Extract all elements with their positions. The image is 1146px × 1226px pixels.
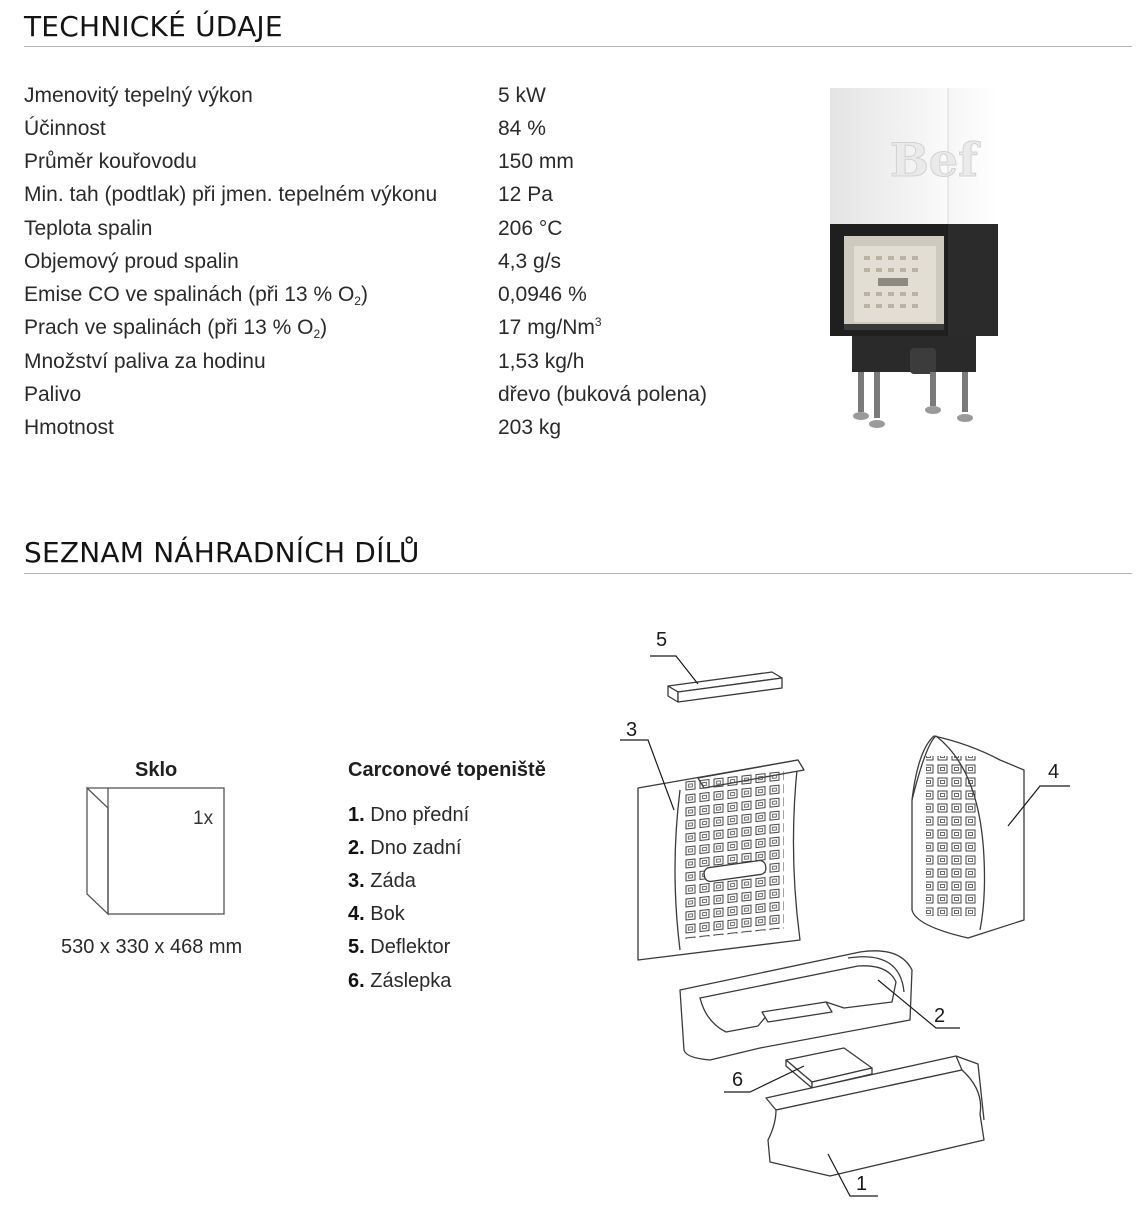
spec-label: Min. tah (podtlak) při jmen. tepelném výkonu (24, 183, 438, 206)
callout-6: 6 (732, 1069, 744, 1091)
spec-value: 203 kg (498, 416, 562, 439)
part-item: 3. Záda (348, 870, 416, 892)
callout-leader-5 (650, 656, 698, 684)
spec-value: 206 °C (498, 217, 563, 240)
product-logo: Bef (890, 133, 978, 187)
spec-value: 4,3 g/s (498, 250, 562, 273)
part-rear-bottom (680, 951, 912, 1060)
spec-row (24, 278, 724, 311)
part-item: 1. Dno přední (348, 804, 470, 826)
spec-row (24, 112, 724, 145)
glass-diagram (86, 786, 226, 918)
spec-label: Hmotnost (24, 416, 114, 439)
spec-row (24, 178, 724, 211)
spec-label: Objemový proud spalin (24, 250, 239, 273)
spec-row (24, 311, 724, 344)
spec-value: 0,0946 % (498, 283, 587, 306)
spec-label: Průměr kouřovodu (24, 150, 197, 173)
spec-value: 84 % (498, 117, 546, 140)
glass-dimensions: 530 x 330 x 468 mm (61, 936, 243, 958)
spec-label: Jmenovitý tepelný výkon (24, 84, 253, 107)
glass-title: Sklo (135, 759, 178, 781)
parts-heading: SEZNAM NÁHRADNÍCH DÍLŮ (24, 536, 420, 569)
part-item: 6. Záslepka (348, 970, 452, 992)
fireplace-product-image (830, 86, 1010, 441)
part-back (638, 760, 804, 960)
spec-row (24, 212, 724, 245)
exploded-parts-diagram (600, 620, 1100, 1210)
spec-label: Teplota spalin (24, 217, 153, 240)
spec-label: Emise CO ve spalinách (při 13 % $O_2$) (24, 283, 368, 308)
part-side (912, 736, 1024, 938)
spec-row (24, 245, 724, 278)
part-item: 4. Bok (348, 903, 405, 925)
spec-label: Množství paliva za hodinu (24, 350, 266, 373)
spec-row (24, 145, 724, 178)
spec-value: dřevo (buková polena) (498, 383, 707, 406)
spec-row (24, 79, 724, 112)
parts-heading-rule (24, 573, 1132, 574)
spec-value: 150 mm (498, 150, 574, 173)
callout-4: 4 (1048, 761, 1060, 783)
part-item: 2. Dno zadní (348, 837, 462, 859)
callout-2: 2 (934, 1005, 946, 1027)
spec-label: Palivo (24, 383, 82, 406)
spec-row (24, 378, 724, 411)
callout-3: 3 (626, 719, 638, 741)
spec-label: Účinnost (24, 117, 106, 140)
callout-5: 5 (656, 629, 668, 651)
glass-qty: 1x (193, 808, 214, 829)
spec-value: 5 kW (498, 84, 546, 107)
spec-value: 17 mg/Nm$^3$ (498, 315, 602, 339)
part-item: 5. Deflektor (348, 936, 451, 958)
part-deflector (668, 672, 782, 702)
callout-1: 1 (856, 1173, 868, 1195)
spec-row (24, 345, 724, 378)
tech-heading: TECHNICKÉ ÚDAJE (24, 10, 283, 43)
spec-row (24, 411, 724, 444)
spec-value: 1,53 kg/h (498, 350, 585, 373)
spec-label: Prach ve spalinách (při 13 % $O_2$) (24, 316, 328, 341)
tech-heading-rule (24, 46, 1132, 47)
firebox-title: Carconové topeniště (348, 759, 546, 781)
spec-value: 12 Pa (498, 183, 553, 206)
